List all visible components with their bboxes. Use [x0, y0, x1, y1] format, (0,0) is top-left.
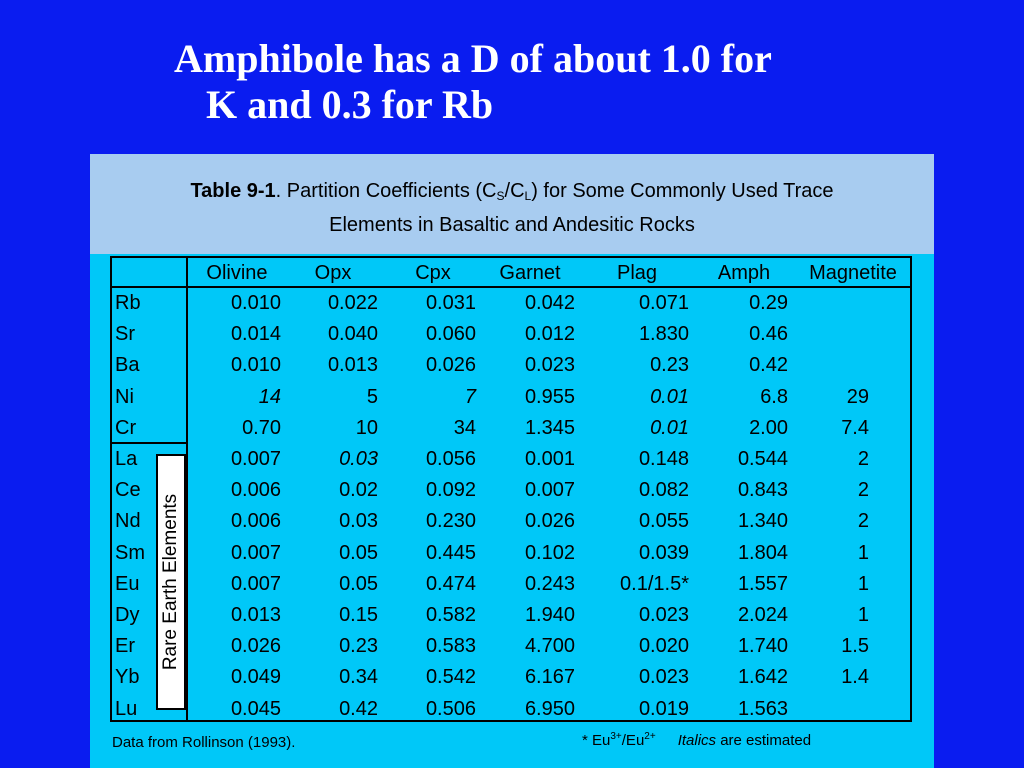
table-cell: 0.506: [425, 697, 476, 720]
table-cell: 0.023: [524, 354, 575, 377]
column-header: Garnet: [499, 262, 561, 284]
table-cell: 2: [857, 448, 869, 470]
element-label: Er: [115, 635, 135, 658]
element-label: Sm: [115, 541, 145, 564]
table-cell: 0.039: [638, 541, 689, 564]
element-label: Ba: [115, 354, 140, 377]
caption-label: Table 9-1: [190, 180, 276, 202]
table-cell: 0.243: [524, 572, 575, 595]
column-header: Opx: [314, 262, 352, 284]
table-cell: 0.02: [339, 479, 378, 502]
table-cell: 0.70: [242, 416, 281, 439]
table-cell: 1.557: [737, 572, 788, 595]
element-label: Eu: [115, 572, 140, 595]
table-cell: 1: [857, 572, 869, 595]
caption-box: [90, 154, 934, 254]
element-label: Yb: [115, 666, 140, 689]
table-cell: 0.583: [425, 635, 476, 658]
table-cell: 0.006: [230, 479, 281, 502]
table-cell: 0.082: [638, 479, 689, 502]
element-label: La: [115, 448, 138, 470]
table-cell: 0.148: [638, 448, 689, 470]
table-cell: 0.060: [425, 323, 476, 346]
table-cell: 1: [857, 604, 869, 626]
table-cell: 2: [857, 510, 869, 533]
table-cell: 1.340: [737, 510, 788, 533]
table-cell: 6.167: [524, 666, 575, 689]
table-cell: 0.023: [638, 666, 689, 689]
table-cell: 7: [464, 385, 476, 408]
table-cell: 0.01: [650, 416, 689, 439]
table-caption: Table 9-1. Partition Coefficients $(C_S/C_L)$ for Some Commonly Used Trace Elements in Basaltic and Andesitic Rocks: [190, 180, 834, 236]
table-cell: 0.29: [749, 292, 788, 314]
element-label: Dy: [115, 604, 140, 626]
column-header: Cpx: [415, 262, 451, 284]
table-cell: 1.940: [524, 604, 575, 626]
element-label: Sr: [115, 323, 135, 346]
table-cell: 0.05: [339, 572, 378, 595]
table-cell: 0.010: [230, 354, 281, 377]
table-cell: 14: [258, 385, 281, 408]
table-cell: 0.010: [230, 292, 281, 314]
table-cell: 0.230: [425, 510, 476, 533]
table-cell: 2.00: [749, 416, 788, 439]
table-cell: 0.007: [230, 448, 281, 470]
table-cell: 2.024: [737, 604, 788, 626]
table-cell: 0.843: [737, 479, 788, 502]
table-cell: 0.055: [638, 510, 689, 533]
table-cell: 6.950: [524, 697, 575, 720]
table-cell: 0.955: [524, 385, 575, 408]
element-label: Rb: [115, 292, 141, 314]
table-cell: 0.46: [749, 323, 788, 346]
table-cell: 0.013: [230, 604, 281, 626]
table-cell: 0.056: [425, 448, 476, 470]
table-cell: [759, 319, 869, 350]
data-source-note: Data from Rollinson (1993).: [112, 734, 296, 751]
table-cell: 0.474: [425, 572, 476, 595]
slide-title-line-1: Amphibole has a D of about 1.0 for: [174, 36, 772, 81]
caption-line-2: Elements in Basaltic and Andesitic Rocks: [329, 214, 695, 236]
table-cell: 0.049: [230, 666, 281, 689]
table-cell: 0.026: [230, 635, 281, 658]
table-cell: 0.03: [339, 510, 378, 533]
table-cell: [759, 288, 869, 319]
table-cell: 0.092: [425, 479, 476, 502]
element-label: Nd: [115, 510, 141, 533]
table-cell: 0.01: [650, 385, 689, 408]
table-cell: 0.026: [425, 354, 476, 377]
table-cell: 0.031: [425, 292, 476, 314]
element-label: Cr: [115, 416, 137, 439]
table-cell: 0.34: [339, 666, 378, 689]
table-cell: 0.023: [638, 604, 689, 626]
table-cell: 1.642: [737, 666, 788, 689]
table-cell: 0.012: [524, 323, 575, 346]
table-cell: 0.007: [230, 572, 281, 595]
table-cell: 0.019: [638, 697, 689, 720]
table-cell: 2: [857, 479, 869, 502]
table-cell: 0.102: [524, 541, 575, 564]
table-cell: 0.1/1.5*: [620, 572, 689, 595]
ree-group-label: Rare Earth Elements: [160, 493, 181, 671]
table-cell: 0.042: [524, 292, 575, 314]
table-cell: 34: [453, 416, 476, 439]
column-header: Magnetite: [809, 262, 897, 284]
table-cell: 0.23: [339, 635, 378, 658]
table-footnote: * $Eu^{3+}/Eu^{2+}$ Italics are estimated: [582, 731, 812, 749]
table-cell: 0.026: [524, 510, 575, 533]
slide-title: [0, 36, 1024, 128]
column-header: Amph: [717, 262, 771, 284]
table-cell: 1.830: [638, 323, 689, 346]
table-cell: 0.071: [638, 292, 689, 314]
table-cell: 1.804: [737, 541, 788, 564]
table-cell: 0.544: [737, 448, 788, 470]
table-cell: [759, 694, 869, 725]
element-label: Ce: [115, 479, 141, 502]
table-cell: 1: [857, 541, 869, 564]
table-cell: 0.03: [339, 448, 378, 470]
table-cell: 6.8: [760, 385, 788, 408]
table-cell: 5: [366, 385, 378, 408]
table-cell: 0.001: [524, 448, 575, 470]
table-cell: 10: [355, 416, 378, 439]
table-cell: 0.15: [339, 604, 378, 626]
table-cell: 1.740: [737, 635, 788, 658]
table-cell: 0.42: [339, 697, 378, 720]
table-cell: 0.045: [230, 697, 281, 720]
table-cell: 0.022: [327, 292, 378, 314]
table-cell: 29: [846, 385, 869, 408]
table-cell: 0.007: [524, 479, 575, 502]
table-cell: 4.700: [524, 635, 575, 658]
table-cell: 0.007: [230, 541, 281, 564]
element-label: Ni: [115, 385, 134, 408]
table-cell: 1.4: [841, 666, 869, 689]
table-cell: [759, 350, 869, 381]
table-cell: 1.563: [737, 697, 788, 720]
table-cell: 0.23: [650, 354, 689, 377]
table-cell: 1.5: [841, 635, 869, 658]
italics-note-word: Italics: [677, 732, 717, 749]
table-cell: 0.582: [425, 604, 476, 626]
table-cell: 0.542: [425, 666, 476, 689]
table-cell: 0.040: [327, 323, 378, 346]
column-header: Plag: [616, 262, 658, 284]
column-header: Olivine: [206, 262, 268, 284]
table-cell: 0.013: [327, 354, 378, 377]
table-cell: 0.445: [425, 541, 476, 564]
table-cell: 7.4: [841, 416, 869, 439]
table-cell: 0.05: [339, 541, 378, 564]
table-cell: 0.014: [230, 323, 281, 346]
element-label: Lu: [115, 697, 138, 720]
slide-title-line-2: K and 0.3 for Rb: [206, 82, 494, 127]
table-cell: 1.345: [524, 416, 575, 439]
table-cell: 0.020: [638, 635, 689, 658]
table-cell: 0.006: [230, 510, 281, 533]
table-cell: 0.42: [749, 354, 788, 377]
